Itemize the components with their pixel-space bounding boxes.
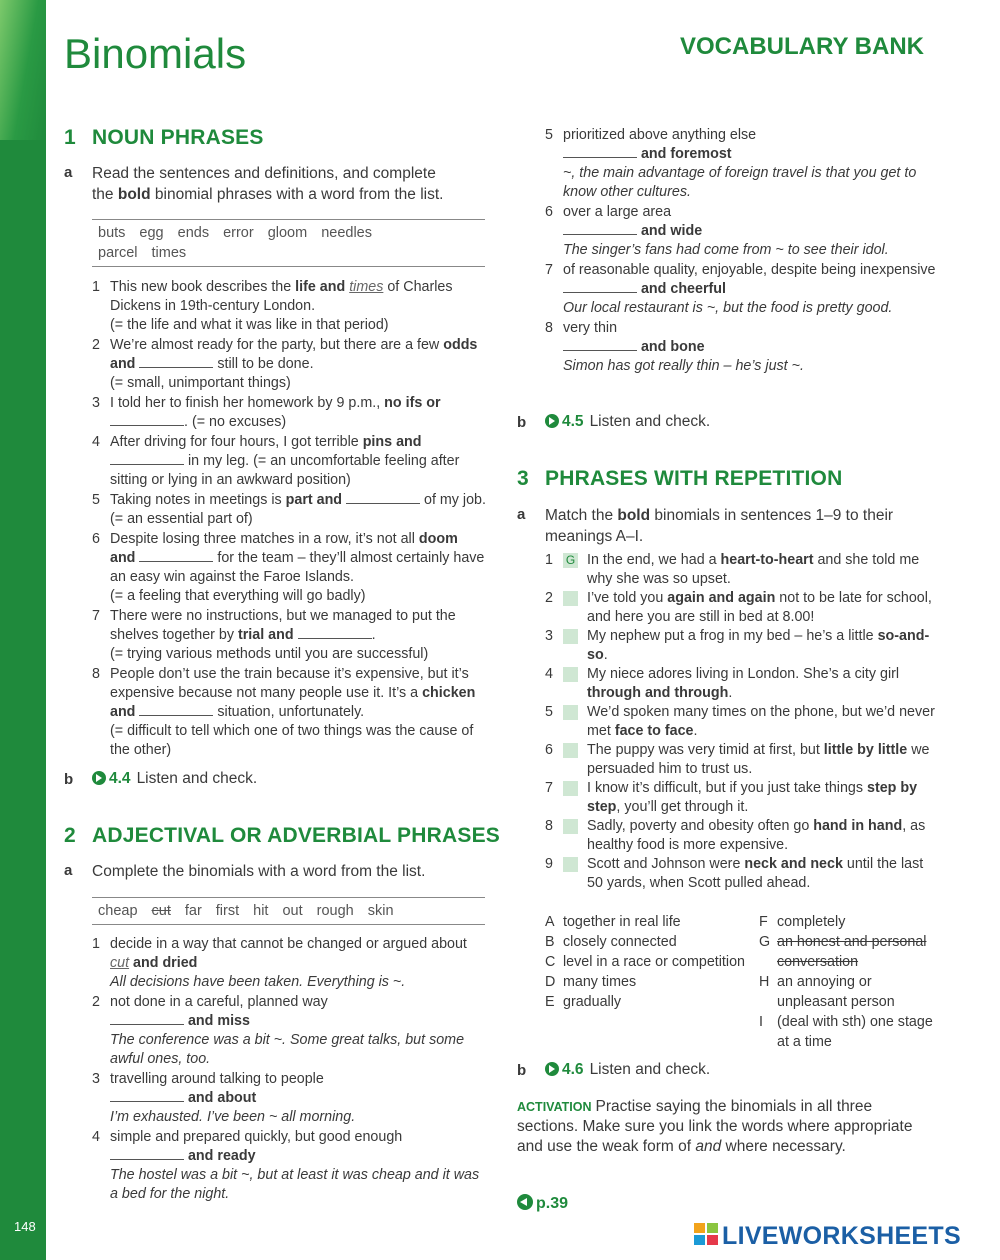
s2-instructions: Complete the binomials with a word from the list. [92, 863, 426, 880]
meaning-item: E gradually [545, 994, 622, 1010]
list-item: 6 over a large area and wide The singer’s fans had come from ~ to see their idol. [545, 204, 889, 258]
meaning-item: C level in a race or competition [545, 954, 745, 970]
audio-icon[interactable] [545, 414, 559, 428]
list-item: 3 My nephew put a frog in my bed – he’s a little so-and-so. [545, 628, 930, 663]
list-item: 8 People don’t use the train because it’s expensive, but it’s expensive because not many people use it. It’s a chicken and situation, unfortunately. (= difficult to tell which one of two things was the cause of the other) [92, 666, 476, 758]
section-1-title: 1 NOUN PHRASES [64, 126, 264, 149]
list-item: 5 Taking notes in meetings is part and of my job. (= an essential part of) [92, 492, 486, 527]
answer-field[interactable] [110, 414, 184, 426]
s2-items-left [92, 935, 487, 1205]
s2-a-label: a [64, 862, 73, 879]
section-3-title: 3 PHRASES WITH REPETITION [517, 467, 843, 490]
arrow-left-icon [517, 1194, 533, 1210]
audio-icon[interactable] [92, 771, 106, 785]
s1-listen[interactable]: 4.4 Listen and check. [92, 770, 257, 788]
s1-instructions: Read the sentences and definitions, and complete the bold binomial phrases with a word from the list. [92, 165, 444, 203]
s1-a-label: a [64, 164, 73, 181]
meaning-item: G an honest and personal conversation [759, 934, 927, 970]
answer-box[interactable] [563, 629, 578, 644]
green-sidebar [0, 0, 46, 1260]
answer-box[interactable] [563, 667, 578, 682]
meanings-left [545, 912, 745, 1012]
meaning-item: B closely connected [545, 934, 677, 950]
answer-field[interactable] [139, 704, 213, 716]
vocabulary-bank-heading: VOCABULARY BANK [680, 33, 925, 60]
list-item: 4 After driving for four hours, I got terrible pins and in my leg. (= an uncomfortable feeling after sitting or lying in an awkward position) [92, 434, 460, 488]
answer-field[interactable] [563, 339, 637, 351]
s3-instructions: Match the bold binomials in sentences 1–9 to their meanings A–I. [545, 507, 894, 545]
answer-field[interactable] [346, 492, 420, 504]
list-item: 6 Despite losing three matches in a row, it’s not all doom and for the team – they’ll almost certainly have an easy win against the Faroe Islands. (= a feeling that everything will go badly) [92, 531, 485, 604]
answer-field[interactable] [563, 146, 637, 158]
answer-field[interactable] [110, 453, 184, 465]
list-item: 1 This new book describes the life and times of Charles Dickens in 19th-century London. (= the life and what it was like in that period) [92, 279, 453, 333]
page-title: Binomials [64, 30, 247, 77]
list-item: 5 We’d spoken many times on the phone, but we’d never met face to face. [545, 704, 935, 739]
answer-field[interactable] [110, 1148, 184, 1160]
list-item: 7 of reasonable quality, enjoyable, despite being inexpensive and cheerful Our local restaurant is ~, but the food is pretty good. [545, 262, 936, 316]
list-item: 1 G In the end, we had a heart-to-heart and she told me why she was so upset. [545, 552, 920, 587]
list-item: 9 Scott and Johnson were neck and neck until the last 50 yards, when Scott pulled ahead. [545, 856, 924, 891]
list-item: 4 My niece adores living in London. She’s a city girl through and through. [545, 666, 900, 701]
answer-box[interactable] [563, 743, 578, 758]
s1-items [92, 278, 487, 761]
s2-listen[interactable]: 4.5 Listen and check. [545, 413, 710, 431]
list-item: 3 travelling around talking to people and about I’m exhausted. I’ve been ~ all morning. [92, 1071, 356, 1125]
list-item: 2 I’ve told you again and again not to be late for school, and here you are still in bed at 8.00! [545, 590, 932, 625]
list-item: 2 not done in a careful, planned way and miss The conference was a bit ~. Some great talks, but some awful ones, too. [92, 994, 465, 1067]
liveworksheets-logo: LIVEWORKSHEETS [694, 1222, 961, 1251]
list-item: 4 simple and prepared quickly, but good enough and ready The hostel was a bit ~, but at least it was cheap and it was a bed for the night. [92, 1129, 480, 1202]
s3-a-label: a [517, 506, 526, 523]
answer-box[interactable] [563, 781, 578, 796]
list-item: 3 I told her to finish her homework by 9 p.m., no ifs or . (= no excuses) [92, 395, 441, 430]
answer-box[interactable] [563, 819, 578, 834]
page-number: 148 [14, 1219, 36, 1234]
list-item: 1 decide in a way that cannot be changed or argued about cut and dried All decisions have been taken. Everything is ~. [92, 936, 467, 990]
list-item: 6 The puppy was very timid at first, but little by little we persuaded him to trust us. [545, 742, 930, 777]
activation-box: ACTIVATION Practise saying the binomials in all three sections. Make sure you link the words where appropriate and use the weak form of and where necessary. [517, 1098, 913, 1155]
answer-box[interactable] [563, 857, 578, 872]
list-item: 2 We’re almost ready for the party, but there are a few odds and still to be done. (= small, unimportant things) [92, 337, 478, 391]
answer-field[interactable]: cut [110, 955, 130, 971]
list-item: 8 very thin and bone Simon has got really thin – he’s just ~. [545, 320, 804, 374]
answer-field[interactable] [139, 550, 213, 562]
answer-box[interactable] [563, 591, 578, 606]
answer-box[interactable]: G [563, 553, 578, 568]
answer-field[interactable] [110, 1013, 184, 1025]
answer-box[interactable] [563, 705, 578, 720]
answer-field[interactable] [563, 281, 637, 293]
section-2-title: 2 ADJECTIVAL OR ADVERBIAL PHRASES [64, 824, 500, 847]
audio-icon[interactable] [545, 1062, 559, 1076]
page-reference-link[interactable]: p.39 [517, 1194, 568, 1213]
meaning-item: F completely [759, 914, 846, 930]
answer-field[interactable] [563, 223, 637, 235]
s1-b-label: b [64, 771, 74, 788]
list-item: 7 I know it’s difficult, but if you just take things step by step, you’ll get through it. [545, 780, 918, 815]
list-item: 8 Sadly, poverty and obesity often go hand in hand, as healthy food is more expensive. [545, 818, 926, 853]
answer-field[interactable] [298, 627, 372, 639]
logo-icon [694, 1223, 720, 1247]
answer-field[interactable]: times [349, 279, 384, 295]
s3-listen[interactable]: 4.6 Listen and check. [545, 1061, 710, 1079]
s1-word-list: buts egg ends error gloom needles parcel times [92, 219, 485, 267]
meanings-right [759, 912, 939, 1052]
s2-word-list: cheap cut far first hit out rough skin [92, 897, 485, 925]
s2-items-right [545, 126, 945, 377]
meaning-item: D many times [545, 974, 637, 990]
answer-field[interactable] [110, 1090, 184, 1102]
meaning-item: H an annoying or unpleasant person [759, 974, 895, 1010]
answer-field[interactable] [139, 356, 213, 368]
s2-b-label: b [517, 414, 527, 431]
list-item: 7 There were no instructions, but we managed to put the shelves together by trial and . (= trying various methods until you are successful) [92, 608, 456, 662]
s3-b-label: b [517, 1062, 527, 1079]
list-item: 5 prioritized above anything else and foremost ~, the main advantage of foreign travel is that you get to know other cultures. [545, 127, 917, 200]
meaning-item: A together in real life [545, 914, 681, 930]
s3-items [545, 551, 940, 893]
meaning-item: I (deal with sth) one stage at a time [759, 1014, 933, 1050]
